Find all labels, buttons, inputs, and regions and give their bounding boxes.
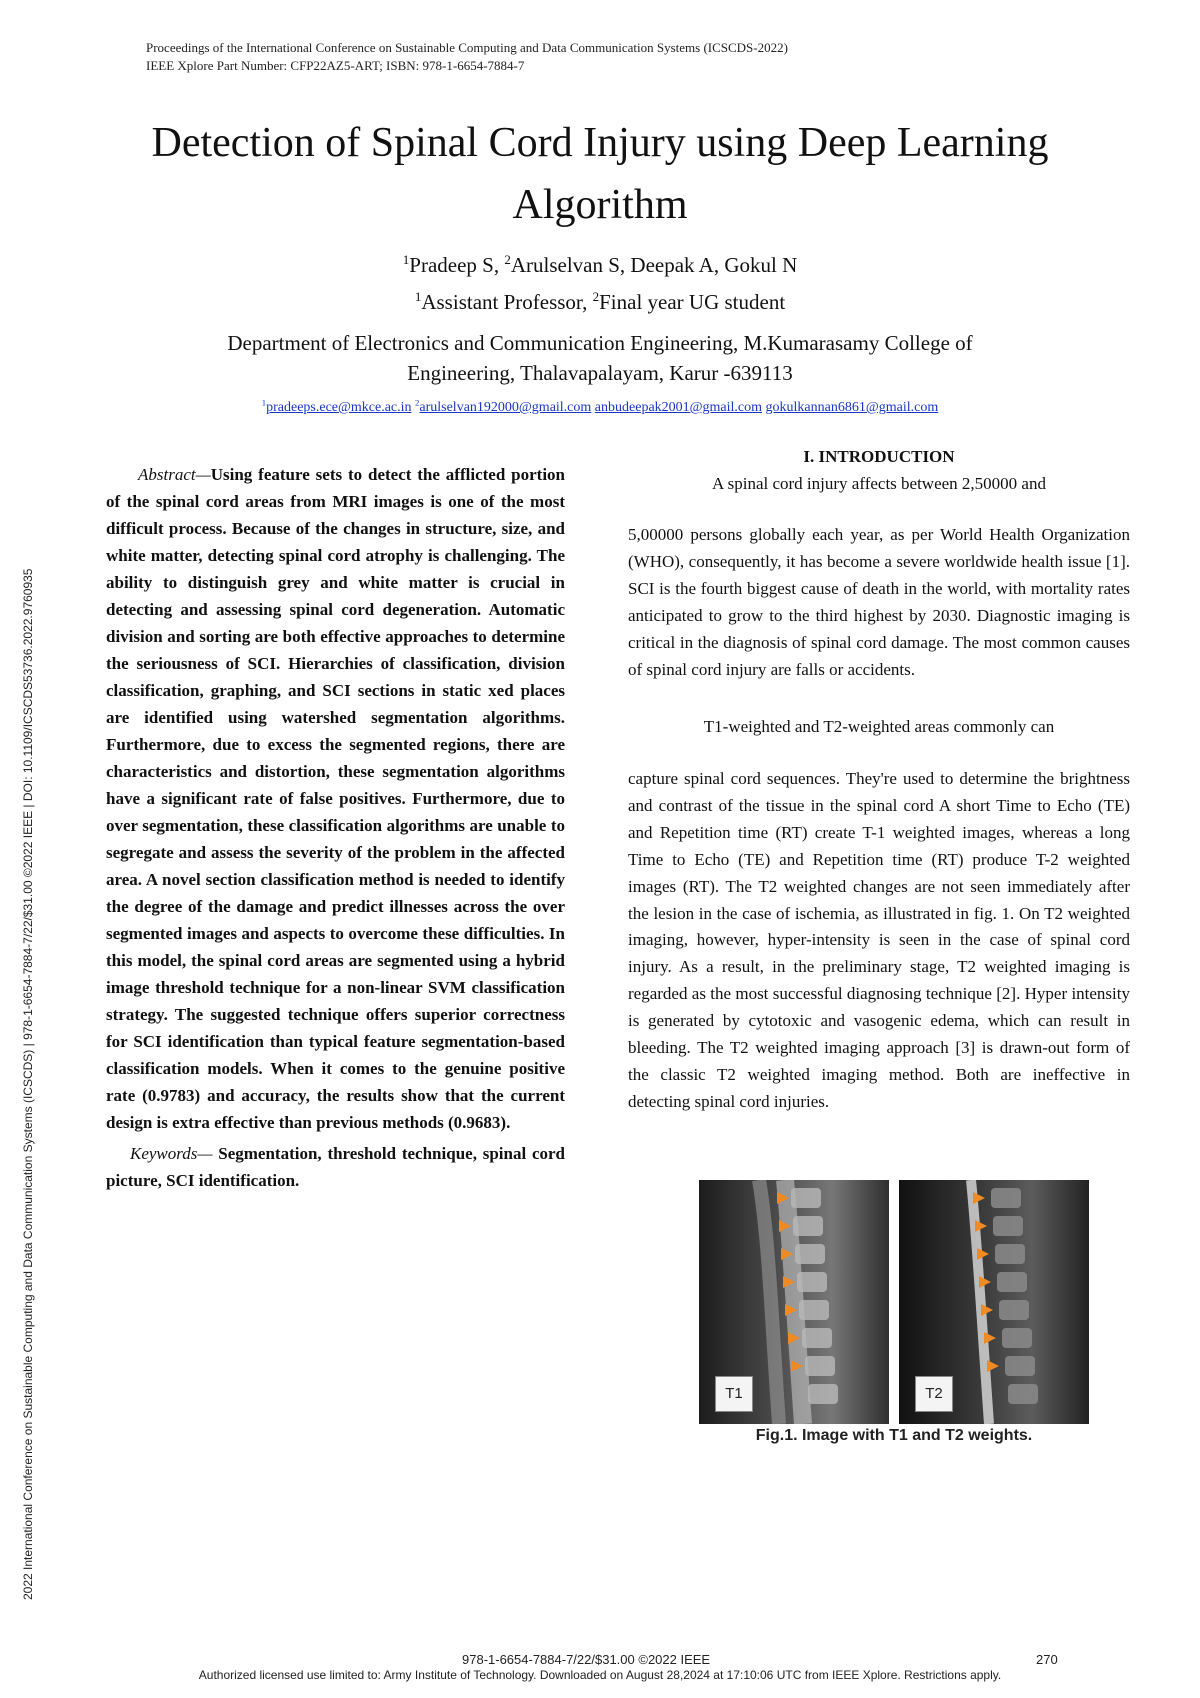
affiliation-line-1: Department of Electronics and Communication Engineering, M.Kumarasamy College of	[227, 331, 973, 355]
keywords-paragraph	[106, 1140, 565, 1194]
email-sup-2: 2	[415, 397, 420, 408]
affiliation-line-2: Engineering, Thalavapalayam, Karur -639113	[407, 361, 793, 385]
author-sup-1: 1	[402, 252, 410, 267]
abstract-text: Using feature sets to detect the afflicted portion of the spinal cord areas from MRI images is one of the most difficult process. Because of the changes in structure, size, and white matter, detecting spinal cord atrophy is challenging. The ability to distinguish grey and white matter is crucial in detecting and assessing spinal cord degeneration. Automatic division and sorting are both effective approaches to determine the seriousness of SCI. Hierarchies of classification, division classification, graphing, and SCI sections in static xed places are identified using watershed segmentation algorithms. Furthermore, due to excess the segmented regions, there are characteristics and distortion, these segmentation algorithms have a significant rate of false positives. Furthermore, due to over segmentation, these classification algorithms are unable to segregate and assess the severity of the problem in the affected area. A novel section classification method is needed to identify the degree of the damage and predict illnesses across the over segmented images and aspects to overcome these difficulties. In this model, the spinal cord areas are segmented using a hybrid image threshold technique for a non-linear SVM classification strategy. The suggested technique offers superior correctness for SCI identification than typical feature segmentation-based classification models. When it comes to the genuine positive rate (0.9783) and accuracy, the results show that the current design is extra effective than previous methods (0.9683).	[106, 465, 565, 1132]
author-name-1: Pradeep S,	[409, 253, 505, 277]
role-sup-2: 2	[592, 289, 600, 304]
mri-figure	[699, 1180, 1089, 1424]
role-line	[0, 287, 1200, 317]
abstract-label: Abstract—	[138, 465, 211, 484]
introduction-heading: I. INTRODUCTION	[803, 447, 955, 466]
license-notice: Authorized licensed use limited to: Army Institute of Technology. Downloaded on August 28,2024 at 17:10:06 UTC from IEEE Xplore. Restrictions apply.	[198, 1668, 1002, 1682]
paper-title	[0, 112, 1200, 236]
keywords-label: Keywords—	[130, 1144, 213, 1163]
conference-header: Proceedings of the International Conference on Sustainable Computing and Data Communication Systems (ICSCDS-2022)	[146, 40, 788, 55]
mri-panel-t2	[899, 1180, 1089, 1424]
abstract-section	[106, 461, 565, 1194]
role-2: Final year UG student	[599, 290, 786, 314]
author-line	[0, 250, 1200, 280]
role-1: Assistant Professor,	[421, 290, 593, 314]
intro-para2	[628, 766, 1130, 1116]
keywords-text: Segmentation, threshold technique, spinal cord picture, SCI identification.	[106, 1144, 565, 1190]
intro-para2-text: capture spinal cord sequences. They're used to determine the brightness and contrast of the tissue in the spinal cord A short Time to Echo (TE) and Repetition time (RT) create T-1 weighted images, whereas a long Time to Echo (TE) and Repetition time (RT) produce T-2 weighted images (RT). The T2 weighted changes are not seen immediately after the lesion in the case of ischemia, as illustrated in fig. 1. On T2 weighted imaging, however, hyper-intensity is seen in the case of spinal cord injury. As a result, in the preliminary stage, T2 weighted imaging is regarded as the most successful diagnosing technique [2]. Hyper intensity is generated by cytotoxic and vasogenic edema, which can result in bleeding. The T2 weighted imaging approach [3] is drawn-out form of the classic T2 weighted imaging method. Both are ineffective in detecting spinal cord injuries.	[628, 769, 1130, 1111]
email-sup-1: 1	[261, 397, 267, 408]
paper-title-text: Detection of Spinal Cord Injury using Deep Learning Algorithm	[151, 120, 1049, 228]
email-line	[0, 399, 1200, 417]
intro-para2-first-line: T1-weighted and T2-weighted areas commonly can	[703, 717, 1055, 736]
doi-sidebar: 2022 International Conference on Sustainable Computing and Data Communication Systems (ICSCDS) | 978-1-6654-7884-7/22/$31.00 ©2022 IEEE | DOI: 10.1109/ICSCDS53736.2022.9760935	[21, 568, 35, 1600]
role-sup-1: 1	[414, 289, 422, 304]
intro-para1-text: 5,00000 persons globally each year, as per World Health Organization (WHO), consequently, it has become a severe worldwide health issue [1]. SCI is the fourth biggest cause of death in the world, with mortality rates anticipated to grow to the third highest by 2030. Diagnostic imaging is critical in the diagnosis of spinal cord damage. The most common causes of spinal cord injury are falls or accidents.	[628, 525, 1130, 679]
page-number: 270	[1036, 1652, 1058, 1667]
author-name-2: Arulselvan S, Deepak A, Gokul N	[510, 253, 798, 277]
email-link-1[interactable]: pradeeps.ece@mkce.ac.in	[266, 400, 412, 415]
isbn-header: IEEE Xplore Part Number: CFP22AZ5-ART; ISBN: 978-1-6654-7884-7	[146, 58, 525, 73]
email-link-2[interactable]: arulselvan192000@gmail.com	[419, 400, 592, 415]
email-link-4[interactable]: gokulkannan6861@gmail.com	[765, 400, 939, 415]
footer-copyright-code: 978-1-6654-7884-7/22/$31.00 ©2022 IEEE	[462, 1652, 711, 1667]
intro-para1-first-line: A spinal cord injury affects between 2,50000 and	[712, 474, 1046, 493]
figure-caption: Fig.1. Image with T1 and T2 weights.	[755, 1427, 1033, 1444]
intro-para1	[628, 522, 1130, 683]
t1-label: T1	[715, 1376, 753, 1412]
abstract-paragraph	[106, 461, 565, 1136]
t2-label: T2	[915, 1376, 953, 1412]
mri-panel-t1	[699, 1180, 889, 1424]
author-sup-2: 2	[504, 252, 511, 267]
email-link-3[interactable]: anbudeepak2001@gmail.com	[594, 400, 763, 415]
